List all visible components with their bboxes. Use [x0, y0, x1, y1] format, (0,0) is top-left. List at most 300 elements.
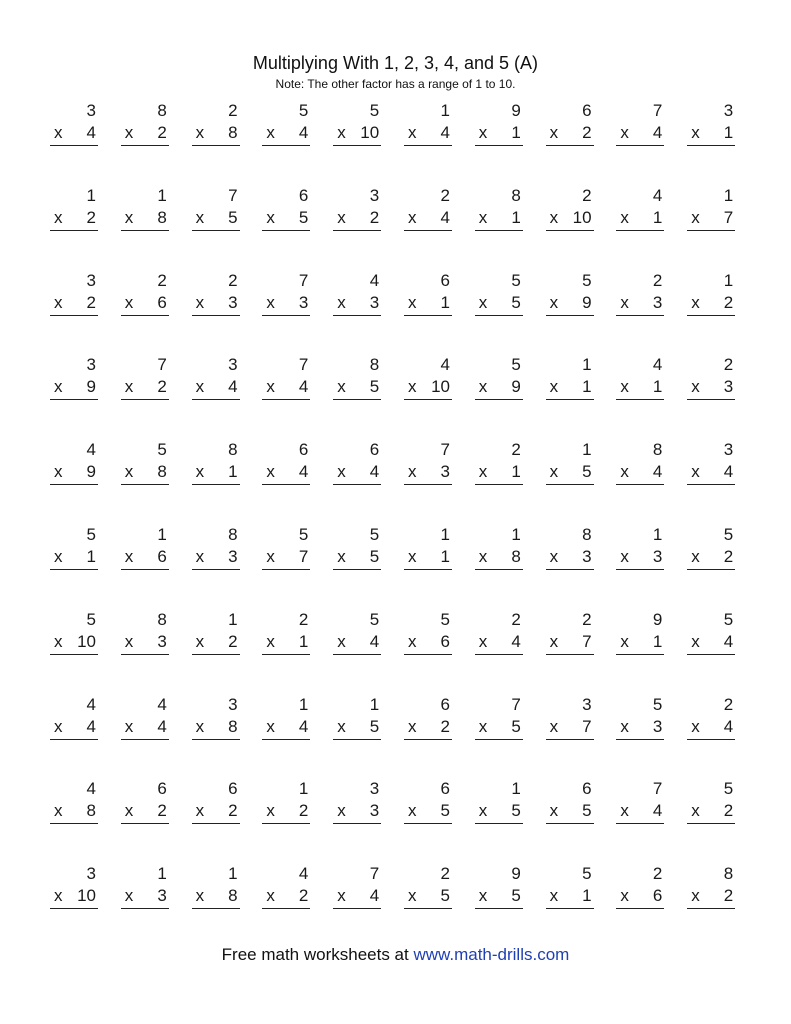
bottom-factor: 3 — [652, 292, 663, 312]
bottom-factor-line — [262, 631, 310, 653]
bottom-factor: 3 — [228, 546, 238, 566]
multiplication-problem — [192, 778, 240, 824]
answer-line — [475, 569, 523, 570]
times-operator: x — [195, 546, 205, 566]
bottom-factor: 8 — [228, 886, 238, 906]
answer-line — [50, 654, 98, 655]
multiplication-problem — [687, 609, 735, 655]
multiplication-problem — [262, 609, 310, 655]
times-operator: x — [266, 631, 275, 651]
answer-line — [262, 739, 310, 740]
multiplication-problem — [616, 270, 664, 316]
answer-line — [333, 739, 381, 740]
bottom-factor: 4 — [440, 123, 450, 142]
bottom-factor: 8 — [511, 546, 521, 566]
answer-line — [475, 908, 523, 909]
times-operator: x — [124, 631, 134, 651]
multiplication-problem — [192, 524, 240, 570]
multiplication-problem — [475, 524, 523, 570]
top-factor: 2 — [440, 864, 450, 884]
bottom-factor-line — [262, 122, 310, 144]
top-factor: 5 — [86, 609, 96, 629]
bottom-factor: 3 — [652, 716, 663, 736]
times-operator: x — [478, 462, 488, 482]
bottom-factor: 4 — [157, 716, 167, 736]
bottom-factor-line — [50, 376, 98, 398]
problem-row — [50, 694, 740, 779]
bottom-factor-line — [687, 122, 735, 144]
bottom-factor: 2 — [369, 207, 380, 227]
multiplication-problem — [333, 439, 381, 485]
bottom-factor: 1 — [723, 123, 734, 142]
multiplication-problem — [616, 778, 664, 824]
top-factor: 1 — [298, 779, 309, 799]
top-factor: 4 — [369, 270, 380, 290]
answer-line — [687, 569, 735, 570]
bottom-factor-line — [475, 207, 523, 229]
bottom-factor: 5 — [511, 716, 521, 736]
top-factor: 2 — [511, 609, 521, 629]
times-operator: x — [478, 207, 488, 227]
top-factor: 2 — [723, 694, 734, 714]
bottom-factor-line — [616, 376, 664, 398]
multiplication-problem — [475, 694, 523, 740]
answer-line — [687, 908, 735, 909]
times-operator: x — [266, 377, 275, 397]
answer-line — [546, 569, 594, 570]
answer-line — [50, 569, 98, 570]
bottom-factor-line — [616, 800, 664, 822]
multiplication-problem — [121, 439, 169, 485]
times-operator: x — [691, 546, 700, 566]
bottom-factor-line — [687, 800, 735, 822]
top-factor: 8 — [157, 101, 167, 120]
bottom-factor: 2 — [157, 123, 167, 142]
bottom-factor: 4 — [652, 123, 663, 142]
bottom-factor: 6 — [157, 292, 167, 312]
bottom-factor-line — [546, 716, 594, 738]
answer-line — [50, 230, 98, 231]
bottom-factor-line — [192, 546, 240, 568]
bottom-factor: 6 — [157, 546, 167, 566]
bottom-factor: 5 — [582, 801, 592, 821]
answer-line — [687, 484, 735, 485]
bottom-factor-line — [687, 461, 735, 483]
bottom-factor: 1 — [440, 292, 450, 312]
answer-line — [546, 908, 594, 909]
times-operator: x — [195, 801, 205, 821]
bottom-factor: 2 — [440, 716, 450, 736]
multiplication-problem — [475, 863, 523, 909]
multiplication-problem — [262, 270, 310, 316]
answer-line — [546, 399, 594, 400]
top-factor: 2 — [652, 864, 663, 884]
multiplication-problem — [475, 270, 523, 316]
bottom-factor: 1 — [511, 123, 521, 142]
times-operator: x — [337, 716, 346, 736]
bottom-factor: 5 — [511, 886, 521, 906]
bottom-factor: 1 — [228, 462, 238, 482]
multiplication-problem — [121, 863, 169, 909]
bottom-factor-line — [333, 461, 381, 483]
times-operator: x — [337, 546, 346, 566]
times-operator: x — [620, 886, 629, 906]
multiplication-problem — [687, 270, 735, 316]
multiplication-problem — [404, 354, 452, 400]
times-operator: x — [549, 207, 559, 227]
bottom-factor-line — [404, 461, 452, 483]
bottom-factor: 10 — [572, 207, 592, 227]
bottom-factor: 5 — [511, 292, 521, 312]
bottom-factor: 3 — [652, 546, 663, 566]
answer-line — [616, 654, 664, 655]
answer-line — [262, 823, 310, 824]
top-factor: 5 — [157, 440, 167, 460]
bottom-factor: 4 — [723, 631, 734, 651]
times-operator: x — [54, 716, 63, 736]
bottom-factor: 1 — [582, 886, 592, 906]
bottom-factor: 1 — [511, 207, 521, 227]
times-operator: x — [549, 631, 559, 651]
bottom-factor: 2 — [228, 801, 238, 821]
multiplication-problem — [192, 439, 240, 485]
times-operator: x — [124, 886, 134, 906]
times-operator: x — [195, 123, 205, 142]
bottom-factor-line — [50, 716, 98, 738]
answer-line — [333, 569, 381, 570]
top-factor: 5 — [723, 779, 734, 799]
multiplication-problem — [687, 439, 735, 485]
answer-line — [616, 569, 664, 570]
bottom-factor-line — [333, 800, 381, 822]
bottom-factor: 10 — [77, 631, 96, 651]
multiplication-problem — [262, 863, 310, 909]
times-operator: x — [124, 207, 134, 227]
bottom-factor-line — [546, 376, 594, 398]
multiplication-problem — [475, 354, 523, 400]
bottom-factor: 3 — [157, 631, 167, 651]
top-factor: 3 — [723, 440, 734, 460]
answer-line — [192, 230, 240, 231]
answer-line — [333, 908, 381, 909]
bottom-factor-line — [404, 800, 452, 822]
multiplication-problem — [404, 778, 452, 824]
top-factor: 4 — [86, 779, 96, 799]
top-factor: 3 — [723, 101, 734, 120]
bottom-factor: 3 — [157, 886, 167, 906]
answer-line — [121, 230, 169, 231]
times-operator: x — [195, 292, 205, 312]
top-factor: 5 — [440, 609, 450, 629]
times-operator: x — [337, 377, 346, 397]
multiplication-problem — [475, 439, 523, 485]
top-factor: 7 — [511, 694, 521, 714]
multiplication-problem — [121, 694, 169, 740]
answer-line — [475, 823, 523, 824]
bottom-factor-line — [192, 461, 240, 483]
answer-line — [121, 823, 169, 824]
multiplication-problem — [121, 354, 169, 400]
answer-line — [50, 145, 98, 146]
times-operator: x — [691, 631, 700, 651]
bottom-factor: 5 — [369, 716, 380, 736]
top-factor: 7 — [157, 355, 167, 375]
bottom-factor: 3 — [369, 801, 380, 821]
answer-line — [616, 399, 664, 400]
bottom-factor-line — [192, 716, 240, 738]
top-factor: 5 — [369, 524, 380, 544]
multiplication-problem — [687, 524, 735, 570]
bottom-factor-line — [475, 631, 523, 653]
bottom-factor-line — [333, 546, 381, 568]
answer-line — [262, 399, 310, 400]
answer-line — [121, 569, 169, 570]
times-operator: x — [124, 377, 134, 397]
answer-line — [50, 484, 98, 485]
top-factor: 4 — [298, 864, 309, 884]
times-operator: x — [124, 292, 134, 312]
answer-line — [333, 315, 381, 316]
top-factor: 5 — [723, 609, 734, 629]
times-operator: x — [408, 292, 417, 312]
top-factor: 2 — [298, 609, 309, 629]
answer-line — [475, 145, 523, 146]
top-factor: 1 — [298, 694, 309, 714]
bottom-factor-line — [50, 631, 98, 653]
bottom-factor: 7 — [582, 716, 592, 736]
bottom-factor-line — [616, 461, 664, 483]
bottom-factor: 9 — [86, 462, 96, 482]
top-factor: 8 — [582, 524, 592, 544]
multiplication-problem — [404, 270, 452, 316]
answer-line — [50, 823, 98, 824]
bottom-factor-line — [262, 716, 310, 738]
bottom-factor: 4 — [652, 801, 663, 821]
times-operator: x — [195, 716, 205, 736]
problem-row — [50, 609, 740, 694]
top-factor: 1 — [228, 609, 238, 629]
top-factor: 8 — [228, 524, 238, 544]
bottom-factor-line — [50, 122, 98, 144]
bottom-factor-line — [404, 292, 452, 314]
multiplication-problem — [262, 439, 310, 485]
bottom-factor-line — [333, 631, 381, 653]
multiplication-problem — [50, 694, 98, 740]
times-operator: x — [195, 631, 205, 651]
top-factor: 3 — [86, 101, 96, 120]
top-factor: 6 — [440, 779, 450, 799]
top-factor: 5 — [652, 694, 663, 714]
bottom-factor: 1 — [440, 546, 450, 566]
bottom-factor-line — [546, 885, 594, 907]
times-operator: x — [549, 716, 559, 736]
answer-line — [546, 823, 594, 824]
bottom-factor: 10 — [431, 377, 450, 397]
multiplication-problem — [50, 100, 98, 146]
times-operator: x — [408, 462, 417, 482]
bottom-factor: 7 — [582, 631, 592, 651]
top-factor: 1 — [652, 524, 663, 544]
top-factor: 3 — [228, 694, 238, 714]
answer-line — [616, 739, 664, 740]
top-factor: 1 — [86, 185, 96, 205]
times-operator: x — [124, 546, 134, 566]
multiplication-problem — [333, 609, 381, 655]
bottom-factor: 4 — [298, 123, 309, 142]
worksheet-note: Note: The other factor has a range of 1 to 10. — [275, 77, 516, 91]
answer-line — [404, 230, 452, 231]
answer-line — [616, 484, 664, 485]
bottom-factor: 2 — [86, 292, 96, 312]
multiplication-problem — [546, 185, 594, 231]
bottom-factor: 1 — [652, 377, 663, 397]
bottom-factor-line — [333, 885, 381, 907]
multiplication-problem — [404, 694, 452, 740]
multiplication-problem — [333, 185, 381, 231]
bottom-factor-line — [404, 716, 452, 738]
answer-line — [50, 399, 98, 400]
bottom-factor-line — [687, 376, 735, 398]
answer-line — [192, 399, 240, 400]
bottom-factor-line — [262, 885, 310, 907]
bottom-factor-line — [50, 885, 98, 907]
answer-line — [546, 315, 594, 316]
bottom-factor: 4 — [298, 716, 309, 736]
answer-line — [687, 739, 735, 740]
problem-row — [50, 439, 740, 524]
bottom-factor: 8 — [86, 801, 96, 821]
times-operator: x — [266, 716, 275, 736]
multiplication-problem — [475, 778, 523, 824]
top-factor: 4 — [440, 355, 450, 375]
top-factor: 7 — [652, 101, 663, 120]
bottom-factor: 5 — [298, 207, 309, 227]
answer-line — [687, 230, 735, 231]
bottom-factor-line — [687, 546, 735, 568]
times-operator: x — [478, 801, 488, 821]
bottom-factor-line — [616, 716, 664, 738]
bottom-factor: 2 — [298, 801, 309, 821]
times-operator: x — [549, 886, 559, 906]
top-factor: 5 — [369, 101, 380, 120]
top-factor: 5 — [298, 101, 309, 120]
answer-line — [546, 739, 594, 740]
answer-line — [616, 315, 664, 316]
answer-line — [546, 145, 594, 146]
answer-line — [192, 315, 240, 316]
bottom-factor-line — [475, 546, 523, 568]
problem-row — [50, 354, 740, 439]
bottom-factor: 2 — [723, 546, 734, 566]
multiplication-problem — [687, 778, 735, 824]
multiplication-problem — [687, 185, 735, 231]
bottom-factor: 5 — [369, 546, 380, 566]
times-operator: x — [620, 631, 629, 651]
answer-line — [50, 908, 98, 909]
multiplication-problem — [262, 694, 310, 740]
multiplication-problem — [687, 100, 735, 146]
bottom-factor-line — [616, 122, 664, 144]
bottom-factor: 3 — [369, 292, 380, 312]
times-operator: x — [337, 123, 346, 142]
bottom-factor: 1 — [511, 462, 521, 482]
times-operator: x — [54, 377, 63, 397]
top-factor: 6 — [369, 440, 380, 460]
bottom-factor-line — [50, 207, 98, 229]
bottom-factor: 4 — [652, 462, 663, 482]
answer-line — [121, 739, 169, 740]
bottom-factor: 8 — [228, 123, 238, 142]
problem-grid — [50, 100, 740, 948]
answer-line — [192, 908, 240, 909]
answer-line — [475, 315, 523, 316]
top-factor: 6 — [582, 779, 592, 799]
top-factor: 1 — [440, 524, 450, 544]
times-operator: x — [478, 292, 488, 312]
bottom-factor: 1 — [582, 377, 592, 397]
times-operator: x — [54, 123, 63, 142]
times-operator: x — [620, 801, 629, 821]
multiplication-problem — [616, 185, 664, 231]
times-operator: x — [54, 462, 63, 482]
multiplication-problem — [546, 863, 594, 909]
multiplication-problem — [192, 354, 240, 400]
multiplication-problem — [333, 863, 381, 909]
footer-link[interactable]: www.math-drills.com — [413, 945, 570, 964]
multiplication-problem — [121, 524, 169, 570]
bottom-factor-line — [192, 885, 240, 907]
bottom-factor: 4 — [86, 123, 96, 142]
multiplication-problem — [192, 185, 240, 231]
bottom-factor: 7 — [723, 207, 734, 227]
top-factor: 9 — [511, 101, 521, 120]
answer-line — [687, 315, 735, 316]
times-operator: x — [124, 716, 134, 736]
bottom-factor: 1 — [298, 631, 309, 651]
multiplication-problem — [333, 694, 381, 740]
times-operator: x — [408, 886, 417, 906]
top-factor: 1 — [582, 440, 592, 460]
top-factor: 7 — [652, 779, 663, 799]
top-factor: 3 — [228, 355, 238, 375]
top-factor: 2 — [723, 355, 734, 375]
answer-line — [262, 484, 310, 485]
multiplication-problem — [121, 100, 169, 146]
times-operator: x — [54, 631, 63, 651]
top-factor: 1 — [440, 101, 450, 120]
answer-line — [616, 823, 664, 824]
multiplication-problem — [50, 609, 98, 655]
answer-line — [262, 230, 310, 231]
multiplication-problem — [546, 524, 594, 570]
bottom-factor-line — [475, 461, 523, 483]
top-factor: 7 — [298, 270, 309, 290]
bottom-factor: 3 — [723, 377, 734, 397]
times-operator: x — [124, 462, 134, 482]
times-operator: x — [620, 123, 629, 142]
bottom-factor-line — [192, 376, 240, 398]
bottom-factor: 3 — [298, 292, 309, 312]
multiplication-problem — [546, 270, 594, 316]
top-factor: 4 — [652, 185, 663, 205]
bottom-factor: 5 — [369, 377, 380, 397]
top-factor: 9 — [511, 864, 521, 884]
times-operator: x — [54, 292, 63, 312]
top-factor: 7 — [369, 864, 380, 884]
bottom-factor-line — [333, 122, 381, 144]
bottom-factor: 4 — [228, 377, 238, 397]
times-operator: x — [195, 377, 205, 397]
